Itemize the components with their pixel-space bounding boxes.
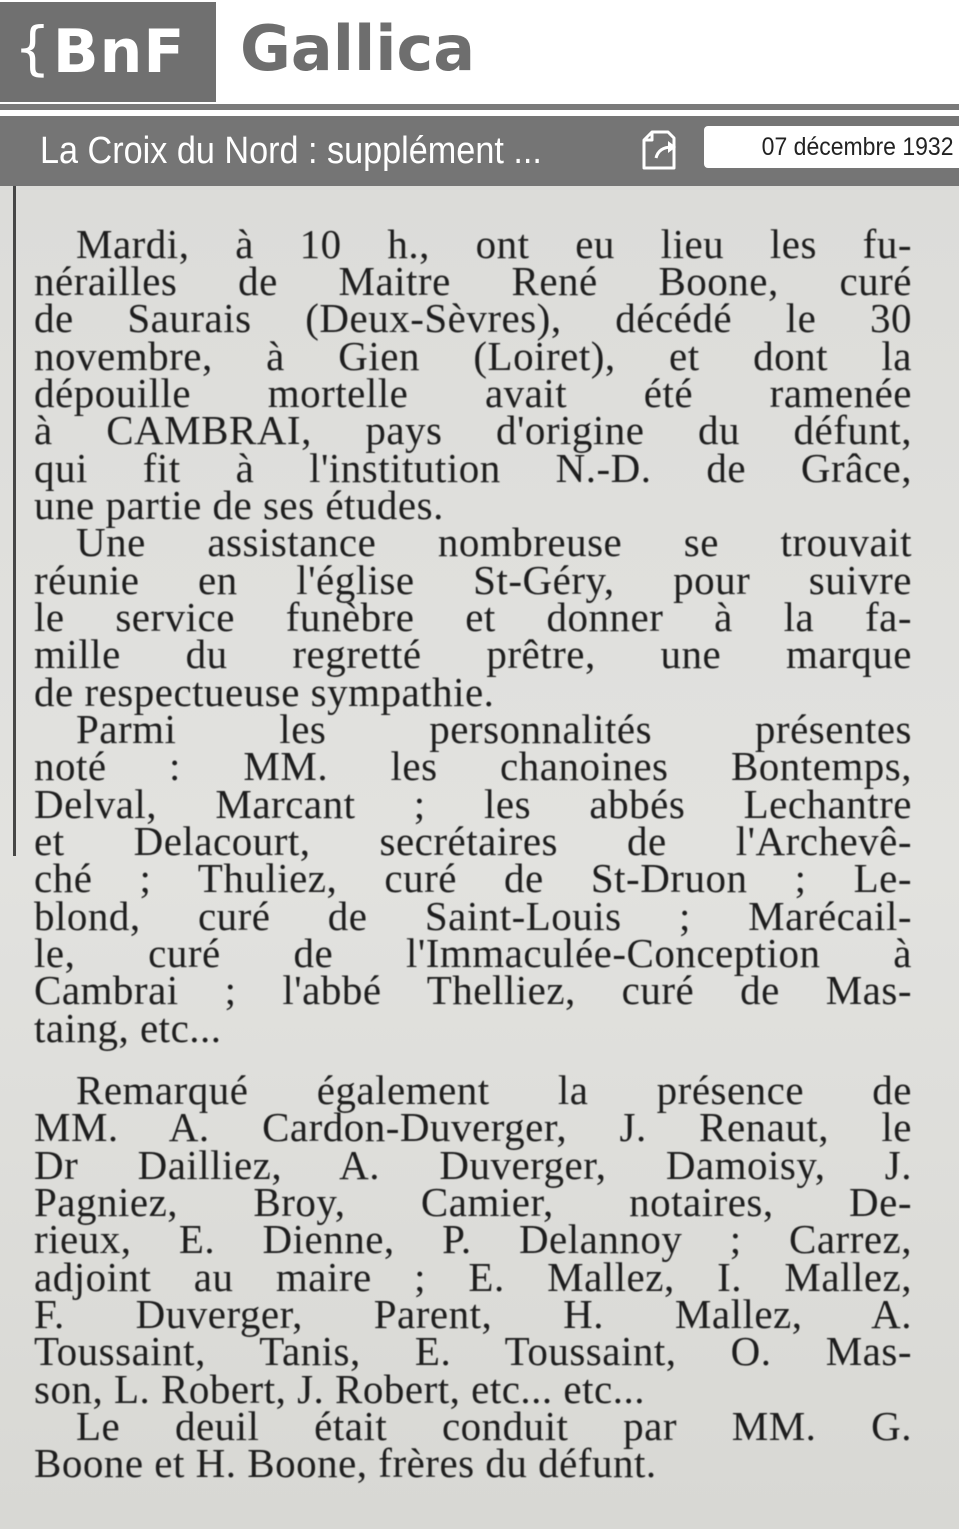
article-line: F. Duverger, Parent, H. Mallez, A.	[34, 1291, 912, 1337]
article-text	[0, 186, 959, 1529]
article-line: son, L. Robert, J. Robert, etc... etc...	[34, 1366, 645, 1412]
article-line: Cambrai ; l'abbé Thelliez, curé de Mas-	[34, 967, 912, 1013]
article-line: Mardi, à 10 h., ont eu lieu les fu-	[76, 221, 912, 267]
bnf-logo-label: BnF	[52, 17, 186, 87]
article-line: MM. A. Cardon-Duverger, J. Renaut, le	[34, 1104, 912, 1150]
article-line: et Delacourt, secrétaires de l'Archevê-	[34, 818, 912, 864]
article-line: noté : MM. les chanoines Bontemps,	[34, 743, 912, 789]
brand-bar	[0, 0, 959, 104]
date-selector[interactable]	[704, 126, 959, 168]
article-line: rieux, E. Dienne, P. Delannoy ; Carrez,	[34, 1216, 912, 1262]
article-line: Toussaint, Tanis, E. Toussaint, O. Mas-	[34, 1328, 912, 1374]
article-line: Pagniez, Broy, Camier, notaires, De-	[34, 1179, 912, 1225]
article-line: ché ; Thuliez, curé de St-Druon ; Le-	[34, 855, 912, 901]
article-line: de Saurais (Deux-Sèvres), décédé le 30	[34, 295, 912, 341]
article-line: le service funèbre et donner à la fa-	[34, 594, 912, 640]
article-line: à CAMBRAI, pays d'origine du défunt,	[34, 407, 912, 453]
article-line: le, curé de l'Immaculée-Conception à	[34, 930, 912, 976]
article-line: nérailles de Maitre René Boone, curé	[34, 258, 912, 304]
article-line: Remarqué également la présence de	[76, 1067, 912, 1113]
issue-date: 07 décembre 1932	[761, 132, 953, 161]
bnf-logo[interactable]	[0, 2, 216, 102]
article-line: dépouille mortelle avait été ramenée	[34, 370, 912, 416]
article-line: Une assistance nombreuse se trouvait	[76, 519, 912, 565]
article-line: taing, etc...	[34, 1005, 222, 1051]
share-edit-button[interactable]	[638, 128, 682, 172]
article-line: réunie en l'église St-Géry, pour suivre	[34, 557, 912, 603]
article-line: mille du regretté prêtre, une marque	[34, 631, 912, 677]
document-title[interactable]: La Croix du Nord : supplément ...	[40, 130, 542, 172]
article-line: Parmi les personnalités présentes	[76, 706, 912, 752]
article-line: adjoint au maire ; E. Mallez, I. Mallez,	[34, 1254, 912, 1300]
share-edit-icon	[638, 128, 682, 172]
article-line: Delval, Marcant ; les abbés Lechantre	[34, 781, 912, 827]
gallica-logo[interactable]: Gallica	[240, 12, 476, 85]
article-line: Le deuil était conduit par MM. G.	[76, 1403, 912, 1449]
article-line: blond, curé de Saint-Louis ; Marécail-	[34, 893, 912, 939]
article-line: Boone et H. Boone, frères du défunt.	[34, 1440, 657, 1486]
article-line: une partie de ses études.	[34, 482, 444, 528]
document-toolbar	[0, 116, 959, 186]
article-line: qui fit à l'institution N.-D. de Grâce,	[34, 445, 912, 491]
article-line: de respectueuse sympathie.	[34, 669, 495, 715]
bnf-brace-icon: {	[14, 14, 51, 82]
document-viewer[interactable]	[0, 186, 959, 1529]
article-line: novembre, à Gien (Loiret), et dont la	[34, 333, 912, 379]
article-line: Dr Dailliez, A. Duverger, Damoisy, J.	[34, 1142, 912, 1188]
